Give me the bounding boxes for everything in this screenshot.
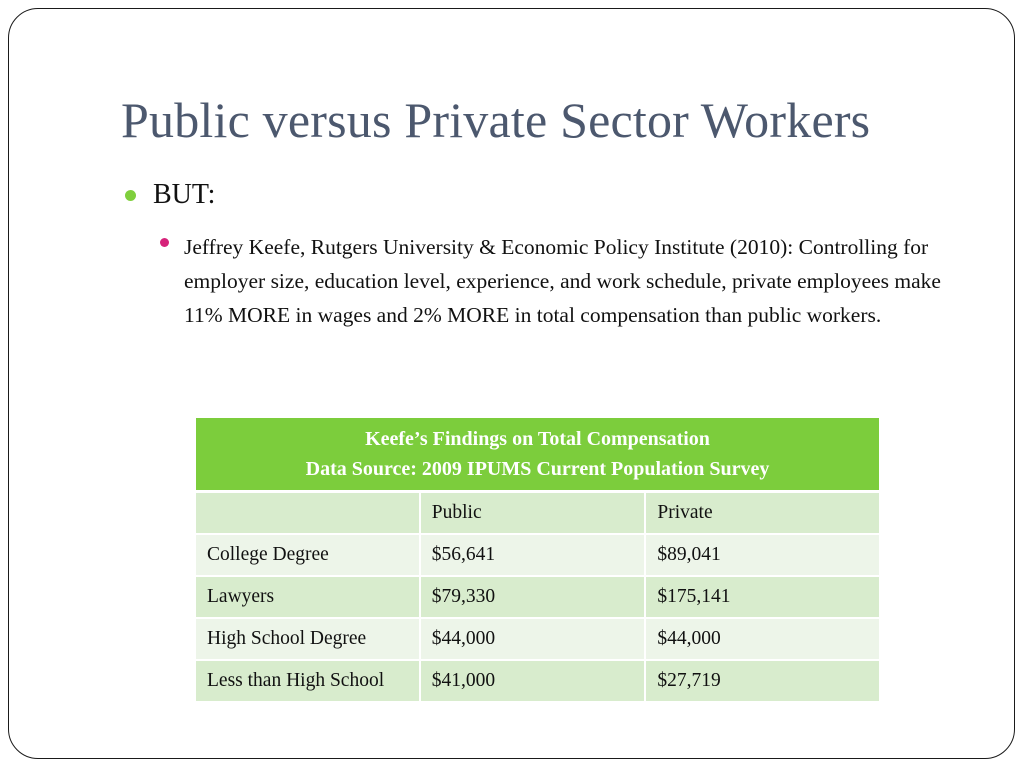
- bullet-level-2: [160, 230, 960, 332]
- bullet-level-1-text: BUT:: [153, 179, 216, 210]
- row-label: Less than High School: [196, 660, 420, 702]
- table-header-row: [196, 418, 879, 492]
- public-value: $44,000: [420, 618, 646, 660]
- private-value: $44,000: [645, 618, 879, 660]
- public-value: $79,330: [420, 576, 646, 618]
- table-header: [196, 418, 879, 492]
- bullet-level-1: [125, 179, 215, 211]
- private-value: $175,141: [645, 576, 879, 618]
- private-value: $89,041: [645, 534, 879, 576]
- row-label: High School Degree: [196, 618, 420, 660]
- public-value: $41,000: [420, 660, 646, 702]
- findings-table: [196, 418, 879, 703]
- column-header-empty: [196, 492, 420, 535]
- slide-frame: [8, 8, 1015, 759]
- table-header-title: Keefe’s Findings on Total Compensation: [365, 428, 710, 450]
- column-header-row: [196, 492, 879, 535]
- table-row: [196, 660, 879, 702]
- bullet-dot-icon: [125, 190, 136, 201]
- slide-title: Public versus Private Sector Workers: [121, 92, 871, 148]
- table-header-source: Data Source: 2009 IPUMS Current Population Survey: [305, 458, 770, 480]
- table-row: [196, 534, 879, 576]
- public-value: $56,641: [420, 534, 646, 576]
- column-header-public: Public: [420, 492, 646, 535]
- table-row: [196, 576, 879, 618]
- row-label: College Degree: [196, 534, 420, 576]
- row-label: Lawyers: [196, 576, 420, 618]
- private-value: $27,719: [645, 660, 879, 702]
- column-header-private: Private: [645, 492, 879, 535]
- sub-bullet-dot-icon: [160, 238, 169, 247]
- table-row: [196, 618, 879, 660]
- bullet-level-2-text: Jeffrey Keefe, Rutgers University & Economic Policy Institute (2010): Controlling for employer size, education level, experience, and work schedule, private employees make 11% MORE in wages and 2% MORE in total compensation than public workers.: [184, 235, 941, 327]
